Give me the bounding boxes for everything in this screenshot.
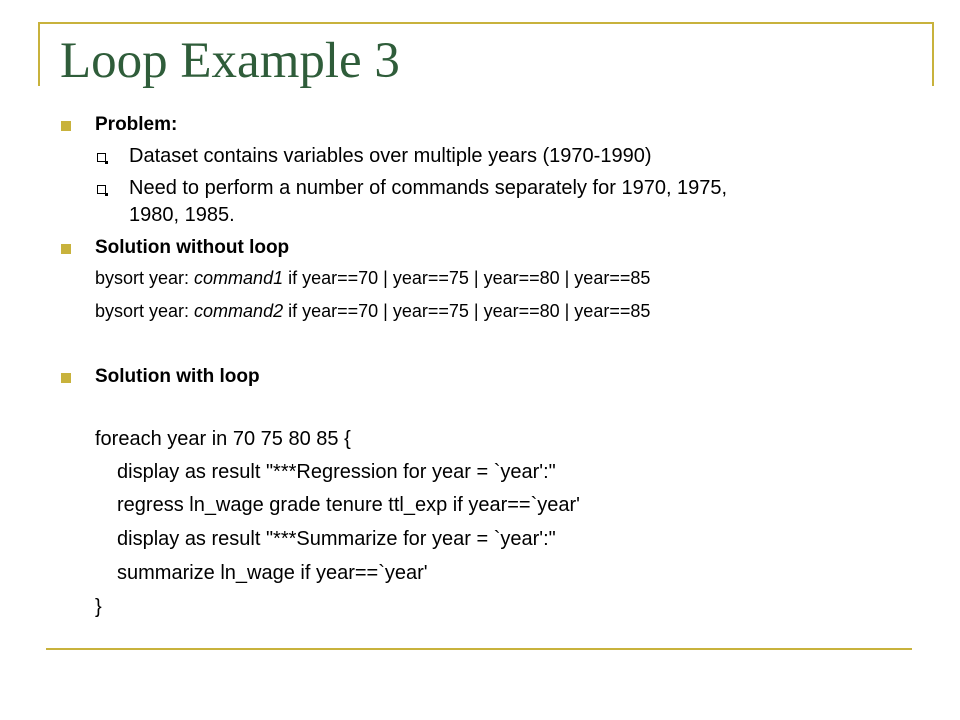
- code-line: }: [95, 596, 102, 618]
- code-line: regress ln_wage grade tenure ttl_exp if year==`year': [117, 494, 580, 516]
- bullet-square-icon: [61, 244, 71, 254]
- sub-bullet-text: Need to perform a number of commands separately for 1970, 1975,: [129, 177, 728, 199]
- sub-bullet-icon: [97, 153, 106, 162]
- sub-bullet-text-continued: 1980, 1985.: [129, 204, 235, 226]
- code-line: display as result "***Summarize for year = `year':": [117, 528, 556, 550]
- bullet-square-icon: [61, 121, 71, 131]
- sub-bullet-icon: [97, 185, 106, 194]
- command-name: command1: [194, 268, 284, 288]
- bottom-rule: [46, 648, 912, 650]
- sub-bullet-text: Dataset contains variables over multiple years (1970-1990): [129, 145, 652, 167]
- top-rule: [38, 22, 934, 24]
- problem-heading: Problem:: [95, 114, 178, 135]
- solution-without-loop-heading: Solution without loop: [95, 237, 290, 258]
- solution-with-loop-heading: Solution with loop: [95, 366, 260, 387]
- command-name: command2: [194, 301, 284, 321]
- code-line: display as result "***Regression for year = `year':": [117, 461, 556, 483]
- without-loop-line-2: bysort year: command2 if year==70 | year==75 | year==80 | year==85: [95, 301, 651, 321]
- code-line: summarize ln_wage if year==`year': [117, 562, 428, 584]
- bullet-square-icon: [61, 373, 71, 383]
- right-rule: [932, 22, 934, 86]
- code-line: foreach year in 70 75 80 85 {: [95, 428, 351, 450]
- slide-title: Loop Example 3: [60, 33, 400, 89]
- without-loop-line-1: bysort year: command1 if year==70 | year==75 | year==80 | year==85: [95, 268, 651, 288]
- left-rule: [38, 22, 40, 86]
